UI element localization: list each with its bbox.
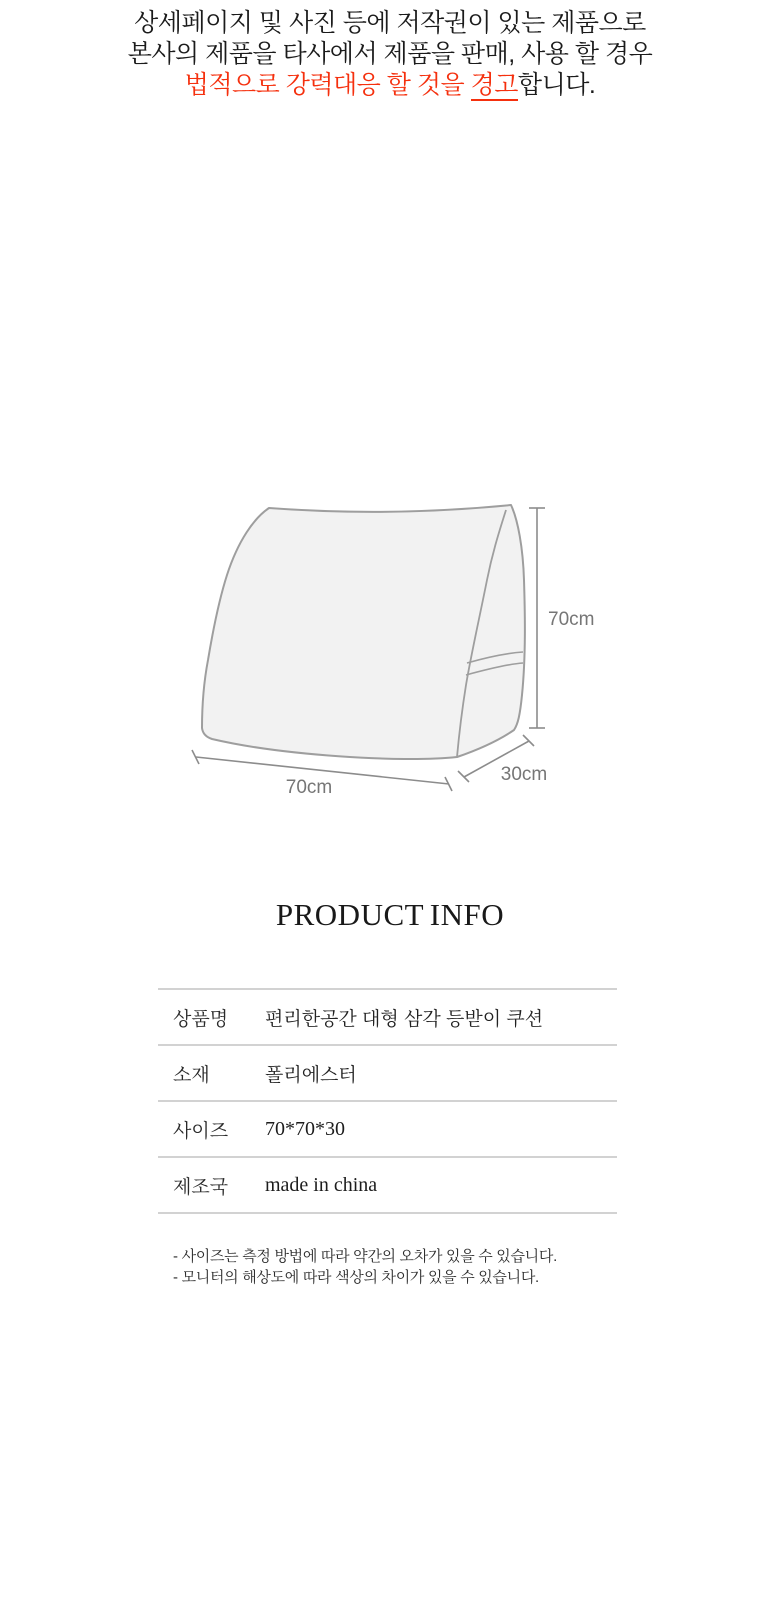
height-dimension-label: 70cm: [548, 609, 595, 630]
spec-row-size: [158, 1100, 617, 1156]
spec-value: 70*70*30: [265, 1117, 345, 1140]
spec-row-country: [158, 1156, 617, 1212]
depth-dimension-label: 30cm: [500, 764, 548, 785]
spec-row-product-name: [158, 988, 617, 1044]
warning-line-3: [0, 70, 780, 101]
spec-table: [158, 988, 617, 1214]
copyright-warning: [0, 8, 780, 101]
note-line-1: - 사이즈는 측정 방법에 따라 약간의 오차가 있을 수 있습니다.: [173, 1248, 557, 1265]
cushion-dimension-diagram: [140, 455, 660, 815]
note-line-2: - 모니터의 해상도에 따라 색상의 차이가 있을 수 있습니다.: [173, 1269, 539, 1286]
warning-emphasis-text: 경고: [470, 71, 518, 99]
size-notes: [173, 1246, 557, 1288]
warning-line-1: 상세페이지 및 사진 등에 저작권이 있는 제품으로: [134, 9, 646, 37]
spec-label: 소재: [173, 1064, 210, 1086]
spec-row-material: [158, 1044, 617, 1100]
spec-label: 상품명: [173, 1008, 229, 1030]
width-dimension-label: 70cm: [285, 777, 333, 798]
warning-line-2: 본사의 제품을 타사에서 제품을 판매, 사용 할 경우: [127, 40, 653, 68]
product-info-heading: PRODUCT INFO: [275, 897, 505, 932]
height-dimension-line: [529, 508, 545, 728]
spec-label: 사이즈: [173, 1120, 229, 1142]
spec-value: 폴리에스터: [265, 1064, 357, 1086]
spec-label: 제조국: [173, 1176, 229, 1198]
spec-value: 편리한공간 대형 삼각 등받이 쿠션: [265, 1008, 544, 1030]
spec-value: made in china: [265, 1173, 378, 1196]
warning-black-text: 합니다.: [517, 71, 596, 99]
warning-red-text: 법적으로 강력대응 할 것을: [184, 71, 471, 99]
